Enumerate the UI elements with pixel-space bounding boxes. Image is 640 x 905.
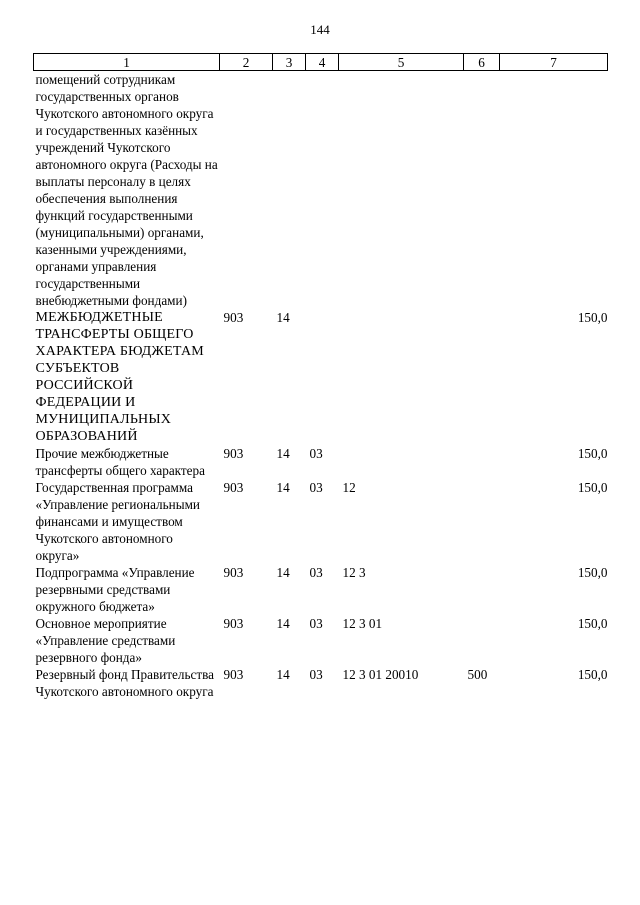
row-target-code (339, 309, 464, 445)
row-section-code: 14 (276, 446, 290, 461)
row-subsection-code (306, 71, 339, 310)
row-type-code (464, 309, 500, 445)
row-type-code (464, 615, 500, 666)
row-name: Подпрограмма «Управление резервными средствами окружного бюджета» (35, 565, 195, 614)
column-header-1: 1 (34, 54, 220, 71)
column-header-7: 7 (500, 54, 608, 71)
table-row (34, 479, 608, 564)
row-ministry-code: 903 (223, 446, 244, 461)
row-amount: 150,0 (577, 310, 608, 325)
row-target-code: 12 (342, 480, 356, 495)
row-target-code (339, 71, 464, 310)
row-target-code: 12 3 (342, 565, 366, 580)
row-subsection-code: 03 (309, 616, 323, 631)
column-header-6: 6 (464, 54, 500, 71)
column-header-2: 2 (220, 54, 273, 71)
page-number: 144 (310, 22, 330, 37)
row-subsection-code: 03 (309, 446, 323, 461)
row-subsection-code: 03 (309, 480, 323, 495)
row-target-code (339, 445, 464, 479)
row-subsection-code (306, 309, 339, 445)
row-amount (500, 71, 608, 310)
column-header-4: 4 (306, 54, 339, 71)
row-amount: 150,0 (577, 480, 608, 495)
row-section-code: 14 (276, 667, 290, 682)
row-section-code: 14 (276, 565, 290, 580)
row-type-code (464, 479, 500, 564)
row-type-code (464, 445, 500, 479)
row-target-code: 12 3 01 20010 (342, 667, 419, 682)
row-name: Прочие межбюджетные трансферты общего характера (35, 446, 205, 478)
row-amount: 150,0 (577, 616, 608, 631)
column-header-3: 3 (273, 54, 306, 71)
table-row (34, 309, 608, 445)
row-name: Государственная программа «Управление региональными финансами и имуществом Чукотского автономного округа» (35, 480, 200, 563)
table-row (34, 445, 608, 479)
table-row (34, 615, 608, 666)
row-ministry-code: 903 (223, 480, 244, 495)
row-subsection-code: 03 (309, 667, 323, 682)
row-type-code: 500 (467, 667, 488, 682)
row-ministry-code: 903 (223, 310, 244, 325)
row-target-code: 12 3 01 (342, 616, 383, 631)
row-subsection-code: 03 (309, 565, 323, 580)
row-section-code: 14 (276, 616, 290, 631)
table-header-row (34, 54, 608, 71)
row-amount: 150,0 (577, 565, 608, 580)
row-ministry-code: 903 (223, 565, 244, 580)
row-amount: 150,0 (577, 446, 608, 461)
row-amount: 150,0 (577, 667, 608, 682)
table-row (34, 71, 608, 310)
budget-table (33, 53, 608, 700)
row-section-code (273, 71, 306, 310)
row-section-code: 14 (276, 310, 290, 325)
row-type-code (464, 564, 500, 615)
table-row (34, 564, 608, 615)
row-ministry-code (220, 71, 273, 310)
row-section-code: 14 (276, 480, 290, 495)
row-name: Основное мероприятие «Управление средствами резервного фонда» (35, 616, 176, 665)
row-name: Резервный фонд Правительства Чукотского автономного округа (35, 667, 215, 699)
row-ministry-code: 903 (223, 667, 244, 682)
row-name: помещений сотрудникам государственных органов Чукотского автономного округа и государственных казённых учреждений Чукотского автономного округа (Расходы на выплаты персоналу в целях обеспечения выполнения функций государственными (муниципальными) органами, казенными учреждениями, органами управления государственными внебюджетными фондами) (35, 72, 218, 308)
row-ministry-code: 903 (223, 616, 244, 631)
row-type-code (464, 71, 500, 310)
column-header-5: 5 (339, 54, 464, 71)
row-name: МЕЖБЮДЖЕТНЫЕ ТРАНСФЕРТЫ ОБЩЕГО ХАРАКТЕРА БЮДЖЕТАМ СУБЪЕКТОВ РОССИЙСКОЙ ФЕДЕРАЦИИ И МУНИЦИПАЛЬНЫХ ОБРАЗОВАНИЙ (35, 310, 204, 444)
table-row (34, 666, 608, 700)
